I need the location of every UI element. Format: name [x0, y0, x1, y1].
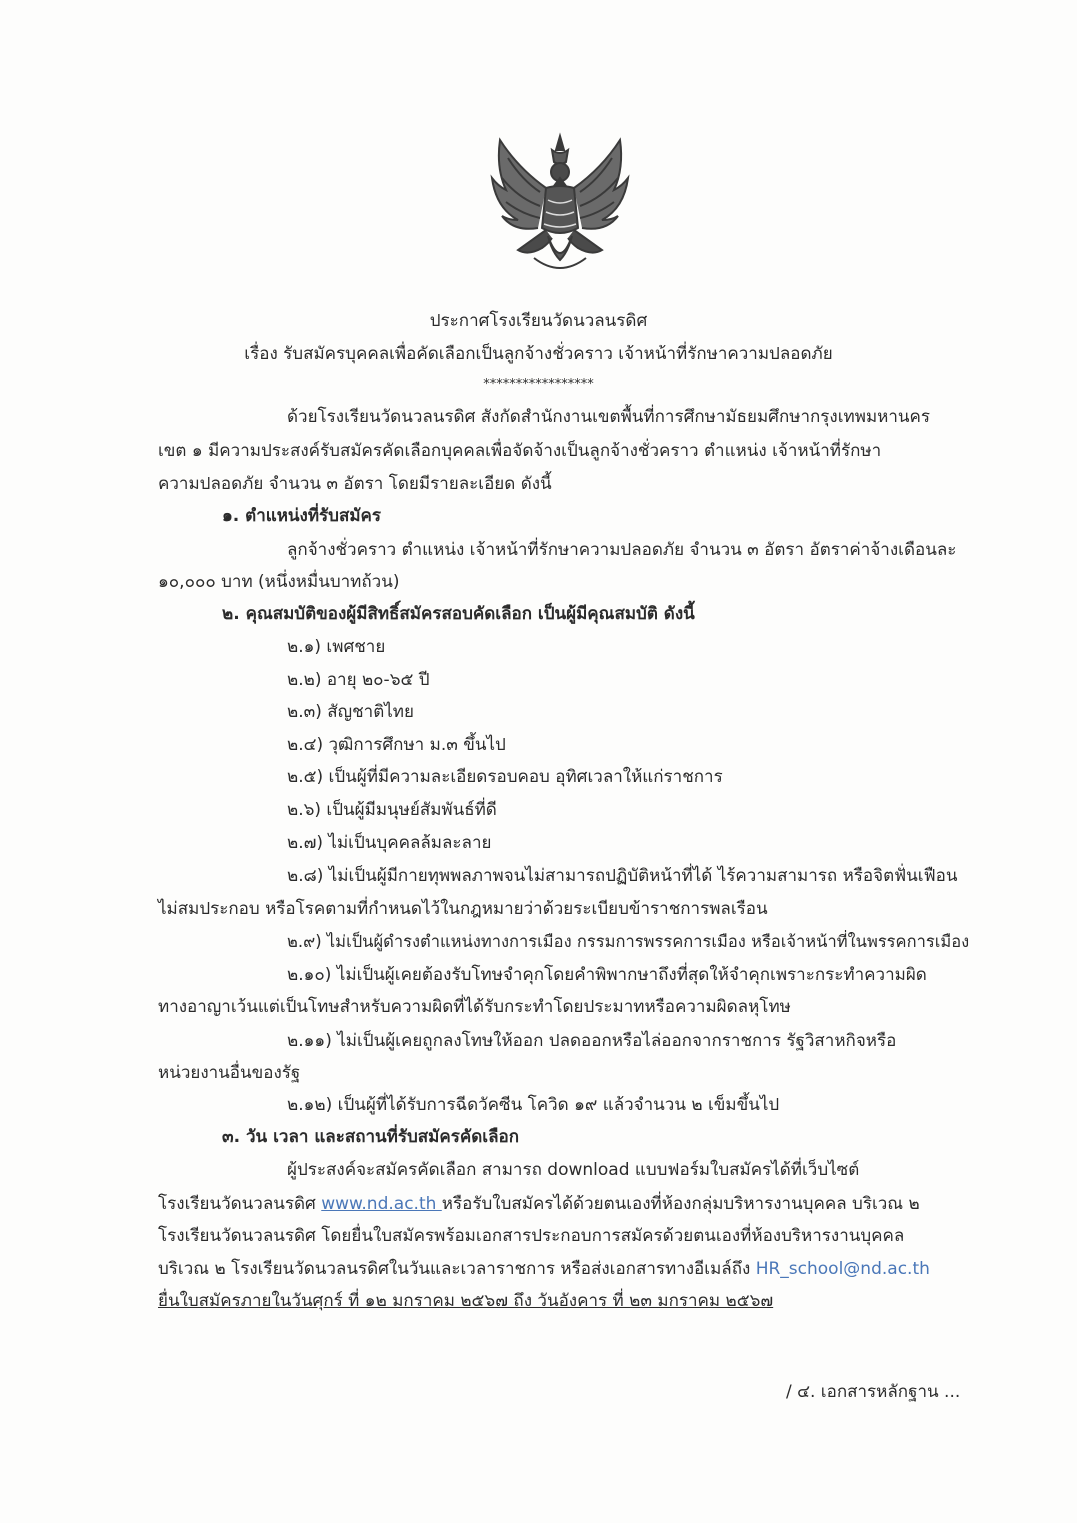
section-3-line-2-pre: โรงเรียนวัดนวลนรดิศ: [158, 1194, 322, 1214]
qualification-item: ๒.๙) ไม่เป็นผู้ดำรงตำแหน่งทางการเมือง กรรมการพรรคการเมือง หรือเจ้าหน้าที่ในพรรคการเมือง: [287, 932, 970, 951]
qualification-item: ๒.๘) ไม่เป็นผู้มีกายทุพพลภาพจนไม่สามารถปฏิบัติหน้าที่ได้ ไร้ความสามารถ หรือจิตฟั่นเฟือน: [287, 866, 958, 886]
section-3-heading: ๓. วัน เวลา และสถานที่รับสมัครคัดเลือก: [222, 1127, 520, 1147]
intro-line-3: ความปลอดภัย จำนวน ๓ อัตรา โดยมีรายละเอียด ดังนี้: [158, 474, 552, 494]
announcement-title: ประกาศโรงเรียนวัดนวลนรดิศ: [429, 311, 648, 331]
section-2-heading: ๒. คุณสมบัติของผู้มีสิทธิ์สมัครสอบคัดเลือก เป็นผู้มีคุณสมบัติ ดังนี้: [222, 604, 695, 624]
qualification-item: ๒.๓) สัญชาติไทย: [287, 702, 414, 722]
announcement-subject: เรื่อง รับสมัครบุคคลเพื่อคัดเลือกเป็นลูกจ้างชั่วคราว เจ้าหน้าที่รักษาความปลอดภัย: [244, 344, 833, 364]
qualification-item: ๒.๒) อายุ ๒๐-๖๕ ปี: [287, 670, 430, 690]
garuda-emblem-icon: [488, 128, 633, 278]
section-1-line-1: ลูกจ้างชั่วคราว ตำแหน่ง เจ้าหน้าที่รักษาความปลอดภัย จำนวน ๓ อัตรา อัตราค่าจ้างเดือนละ: [287, 540, 957, 560]
qualification-item-cont: ทางอาญาเว้นแต่เป็นโทษสำหรับความผิดที่ได้รับกระทำโดยประมาทหรือความผิดลหุโทษ: [158, 997, 791, 1017]
section-3-line-4-pre: บริเวณ ๒ โรงเรียนวัดนวลนรดิศในวันและเวลาราชการ หรือส่งเอกสารทางอีเมล์ถึง: [158, 1259, 756, 1279]
website-link[interactable]: www.nd.ac.th: [321, 1194, 442, 1214]
section-1-heading: ๑. ตำแหน่งที่รับสมัคร: [222, 506, 382, 526]
qualification-item-cont: หน่วยงานอื่นของรัฐ: [158, 1063, 301, 1083]
email-link[interactable]: HR_school@nd.ac.th: [755, 1259, 930, 1279]
section-1-line-2: ๑๐,๐๐๐ บาท (หนึ่งหมื่นบาทถ้วน): [158, 572, 400, 592]
intro-line-1: ด้วยโรงเรียนวัดนวลนรดิศ สังกัดสำนักงานเขตพื้นที่การศึกษามัธยมศึกษากรุงเทพมหานคร: [287, 407, 931, 427]
qualification-item: ๒.๑) เพศชาย: [287, 637, 386, 657]
section-3-line-2: [158, 1192, 920, 1216]
qualification-item-cont: ไม่สมประกอบ หรือโรคตามที่กำหนดไว้ในกฎหมายว่าด้วยระเบียบข้าราชการพลเรือน: [158, 899, 768, 919]
qualification-item: ๒.๕) เป็นผู้ที่มีความละเอียดรอบคอบ อุทิศเวลาให้แก่ราชการ: [287, 767, 723, 787]
qualification-item: ๒.๗) ไม่เป็นบุคคลล้มละลาย: [287, 833, 492, 853]
section-3-line-2-post: หรือรับใบสมัครได้ด้วยตนเองที่ห้องกลุ่มบริหารงานบุคคล บริเวณ ๒: [441, 1194, 920, 1214]
qualification-item: ๒.๑๒) เป็นผู้ที่ได้รับการฉีดวัคซีน โควิด ๑๙ แล้วจำนวน ๒ เข็มขึ้นไป: [287, 1095, 780, 1115]
application-period: ยื่นใบสมัครภายในวันศุกร์ ที่ ๑๒ มกราคม ๒๕๖๗ ถึง วันอังคาร ที่ ๒๓ มกราคม ๒๕๖๗: [158, 1291, 774, 1311]
continued-marker: / ๔. เอกสารหลักฐาน ...: [786, 1382, 961, 1402]
separator-stars: *****************: [483, 377, 594, 392]
qualification-item: ๒.๑๑) ไม่เป็นผู้เคยถูกลงโทษให้ออก ปลดออกหรือไล่ออกจากราชการ รัฐวิสาหกิจหรือ: [287, 1031, 897, 1051]
section-3-line-4: [158, 1257, 930, 1281]
qualification-item: ๒.๑๐) ไม่เป็นผู้เคยต้องรับโทษจำคุกโดยคำพิพากษาถึงที่สุดให้จำคุกเพราะกระทำความผิด: [287, 965, 927, 985]
qualification-item: ๒.๔) วุฒิการศึกษา ม.๓ ขึ้นไป: [287, 735, 506, 755]
section-3-line-1: ผู้ประสงค์จะสมัครคัดเลือก สามารถ download แบบฟอร์มใบสมัครได้ที่เว็บไซต์: [287, 1160, 860, 1180]
section-3-line-3: โรงเรียนวัดนวลนรดิศ โดยยื่นใบสมัครพร้อมเอกสารประกอบการสมัครด้วยตนเองที่ห้องบริหารงานบุคคล: [158, 1226, 905, 1246]
qualification-item: ๒.๖) เป็นผู้มีมนุษย์สัมพันธ์ที่ดี: [287, 800, 497, 820]
intro-line-2: เขต ๑ มีความประสงค์รับสมัครคัดเลือกบุคคลเพื่อจัดจ้างเป็นลูกจ้างชั่วคราว ตำแหน่ง เจ้าหน้าที่รักษา: [158, 441, 882, 461]
